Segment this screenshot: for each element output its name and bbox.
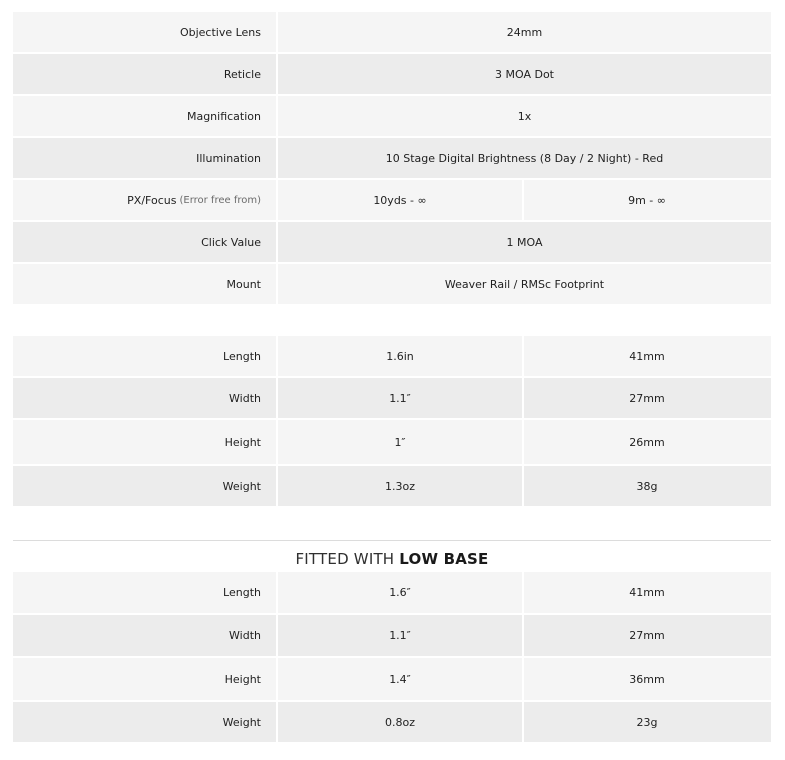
spec-value: Weaver Rail / RMSc Footprint	[444, 277, 605, 291]
spec-row-objective-lens	[13, 12, 771, 54]
specs-table	[13, 12, 771, 306]
dimension-imperial: 1.3oz	[278, 466, 524, 506]
spec-row-mount	[13, 264, 771, 306]
dimension-metric: 38g	[636, 479, 658, 493]
low-base-table	[13, 572, 771, 744]
dimension-metric: 41mm	[629, 349, 665, 363]
dimension-metric: 23g	[636, 715, 658, 729]
dimension-imperial: 1.6in	[278, 336, 524, 376]
dimension-label: Height	[13, 658, 278, 700]
dimension-imperial: 0.8oz	[278, 702, 524, 742]
dimension-imperial: 1.4″	[278, 658, 524, 700]
spec-label	[13, 180, 278, 220]
spec-label: Mount	[13, 264, 278, 304]
spec-row-magnification	[13, 96, 771, 138]
dimension-label: Weight	[13, 466, 278, 506]
section-divider	[13, 540, 771, 541]
spec-label: Magnification	[13, 96, 278, 136]
table-row	[13, 572, 771, 615]
dimension-imperial: 1.1″	[278, 378, 524, 418]
dimension-metric: 26mm	[629, 435, 665, 449]
spec-value-imperial: 10yds - ∞	[278, 180, 524, 220]
table-row	[13, 420, 771, 466]
dimension-imperial: 1″	[278, 420, 524, 464]
dimensions-table	[13, 336, 771, 508]
low-base-heading-prefix: FITTED WITH	[295, 550, 400, 568]
dimension-label: Width	[13, 378, 278, 418]
table-row	[13, 658, 771, 702]
spec-value: 24mm	[506, 25, 543, 39]
spec-value: 1 MOA	[506, 235, 543, 249]
dimension-label: Weight	[13, 702, 278, 742]
low-base-heading-strong: LOW BASE	[399, 550, 489, 568]
table-row	[13, 336, 771, 378]
table-row	[13, 378, 771, 420]
dimension-label: Length	[13, 572, 278, 613]
spec-row-px-focus	[13, 180, 771, 222]
spec-value: 3 MOA Dot	[495, 67, 554, 81]
spec-row-click-value	[13, 222, 771, 264]
spec-label-text: PX/Focus	[127, 193, 177, 207]
spec-label: Objective Lens	[13, 12, 278, 52]
table-row	[13, 615, 771, 658]
spec-label: Click Value	[13, 222, 278, 262]
low-base-heading	[13, 550, 771, 568]
spec-value: 1x	[517, 109, 532, 123]
spec-label: Reticle	[13, 54, 278, 94]
dimension-label: Length	[13, 336, 278, 376]
dimension-metric: 27mm	[629, 629, 665, 642]
dimension-imperial: 1.6″	[278, 572, 524, 613]
dimension-label: Width	[13, 615, 278, 656]
spec-label-note: (Error free from)	[179, 194, 261, 206]
spec-row-reticle	[13, 54, 771, 96]
dimension-label: Height	[13, 420, 278, 464]
table-row	[13, 466, 771, 508]
dimension-metric: 36mm	[629, 672, 665, 686]
spec-value-metric: 9m - ∞	[628, 193, 666, 207]
dimension-metric: 41mm	[629, 586, 665, 599]
dimension-imperial: 1.1″	[278, 615, 524, 656]
spec-row-illumination	[13, 138, 771, 180]
spec-value: 10 Stage Digital Brightness (8 Day / 2 Night) - Red	[385, 151, 664, 165]
dimension-metric: 27mm	[629, 391, 665, 405]
spec-label: Illumination	[13, 138, 278, 178]
table-row	[13, 702, 771, 744]
